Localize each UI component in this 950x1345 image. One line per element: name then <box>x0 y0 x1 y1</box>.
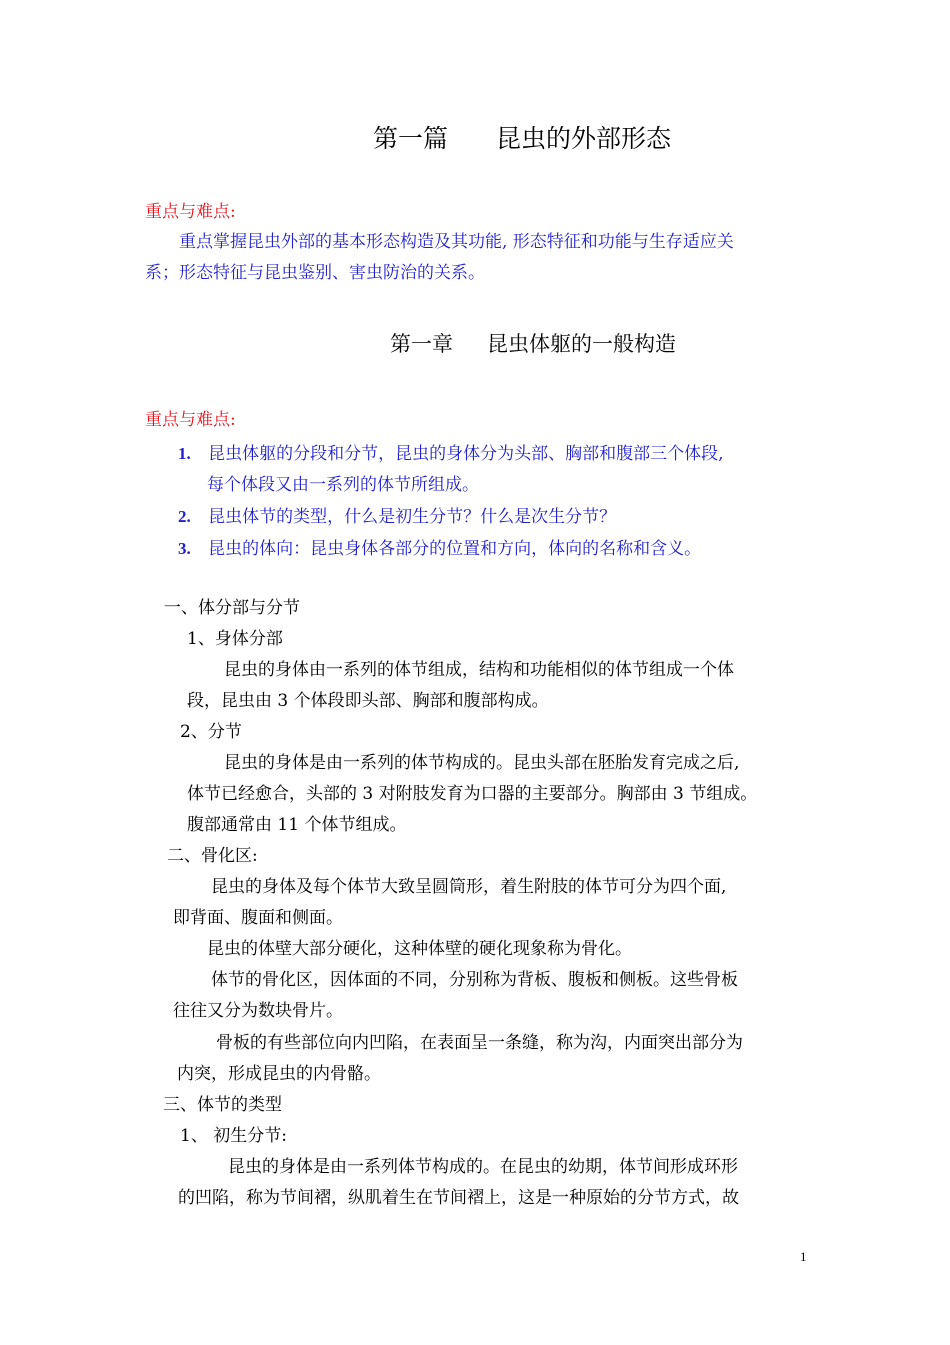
paragraph-line: 体节已经愈合，头部的 3 对附肢发育为口器的主要部分。胸部由 3 节组成。 <box>187 784 758 804</box>
paragraph-line: 昆虫的身体及每个体节大致呈圆筒形，着生附肢的体节可分为四个面, <box>211 877 727 897</box>
paragraph-line: 段，昆虫由 3 个体段即头部、胸部和腹部构成。 <box>187 691 549 711</box>
paragraph-line: 昆虫的身体是由一系列的体节构成的。昆虫头部在胚胎发育完成之后, <box>224 753 740 773</box>
part-key-points-line-1: 重点掌握昆虫外部的基本形态构造及其功能, 形态特征和功能与生存适应关 <box>179 232 734 252</box>
part-number: 第一篇 <box>373 124 449 153</box>
list-item-text: 昆虫的体向：昆虫身体各部分的位置和方向，体向的名称和含义。 <box>208 539 702 559</box>
part-key-points-line-2: 系；形态特征与昆虫鉴别、害虫防治的关系。 <box>145 263 485 283</box>
chapter-key-point-1-continued: 每个体段又由一系列的体节所组成。 <box>207 475 479 495</box>
paragraph-line: 骨板的有些部位向内凹陷，在表面呈一条缝，称为沟，内面突出部分为 <box>216 1033 743 1053</box>
paragraph-line: 腹部通常由 11 个体节组成。 <box>187 815 407 835</box>
list-number: 3. <box>178 539 191 558</box>
page-number: 1 <box>800 1249 807 1264</box>
part-title <box>373 126 671 151</box>
list-number: 1. <box>178 444 191 463</box>
subsection-heading-3-1: 1、 初生分节: <box>180 1126 287 1146</box>
chapter-key-point-2 <box>178 508 616 526</box>
paragraph-line: 昆虫的身体是由一系列体节构成的。在昆虫的幼期，体节间形成环形 <box>228 1157 738 1177</box>
paragraph-line: 即背面、腹面和侧面。 <box>173 908 343 928</box>
paragraph-line: 往往又分为数块骨片。 <box>173 1001 343 1021</box>
subsection-heading-1-1: 1、身体分部 <box>187 629 283 649</box>
subsection-heading-1-2: 2、分节 <box>180 722 242 742</box>
list-item-text: 昆虫体躯的分段和分节，昆虫的身体分为头部、胸部和腹部三个体段, <box>208 444 724 464</box>
chapter-number: 第一章 <box>390 332 453 356</box>
section-heading-1: 一、体分部与分节 <box>164 598 300 618</box>
paragraph-line: 昆虫的体壁大部分硬化，这种体壁的硬化现象称为骨化。 <box>207 939 632 959</box>
chapter-key-points-label: 重点与难点: <box>145 410 236 430</box>
part-key-points-label: 重点与难点: <box>145 202 236 222</box>
section-heading-3: 三、体节的类型 <box>163 1095 282 1115</box>
chapter-key-point-1 <box>178 445 724 463</box>
list-number: 2. <box>178 507 191 526</box>
list-item-text: 昆虫体节的类型，什么是初生分节？什么是次生分节？ <box>208 507 617 527</box>
chapter-title <box>390 334 676 355</box>
chapter-key-point-3 <box>178 540 701 558</box>
paragraph-line: 体节的骨化区，因体面的不同，分别称为背板、腹板和侧板。这些骨板 <box>211 970 738 990</box>
paragraph-line: 内突，形成昆虫的内骨骼。 <box>177 1064 381 1084</box>
paragraph-line: 昆虫的身体由一系列的体节组成，结构和功能相似的体节组成一个体 <box>224 660 734 680</box>
paragraph-line: 的凹陷，称为节间褶，纵肌着生在节间褶上，这是一种原始的分节方式，故 <box>178 1188 739 1208</box>
part-title-text: 昆虫的外部形态 <box>496 124 672 153</box>
section-heading-2: 二、骨化区: <box>167 846 258 866</box>
chapter-title-text: 昆虫体躯的一般构造 <box>487 332 676 356</box>
